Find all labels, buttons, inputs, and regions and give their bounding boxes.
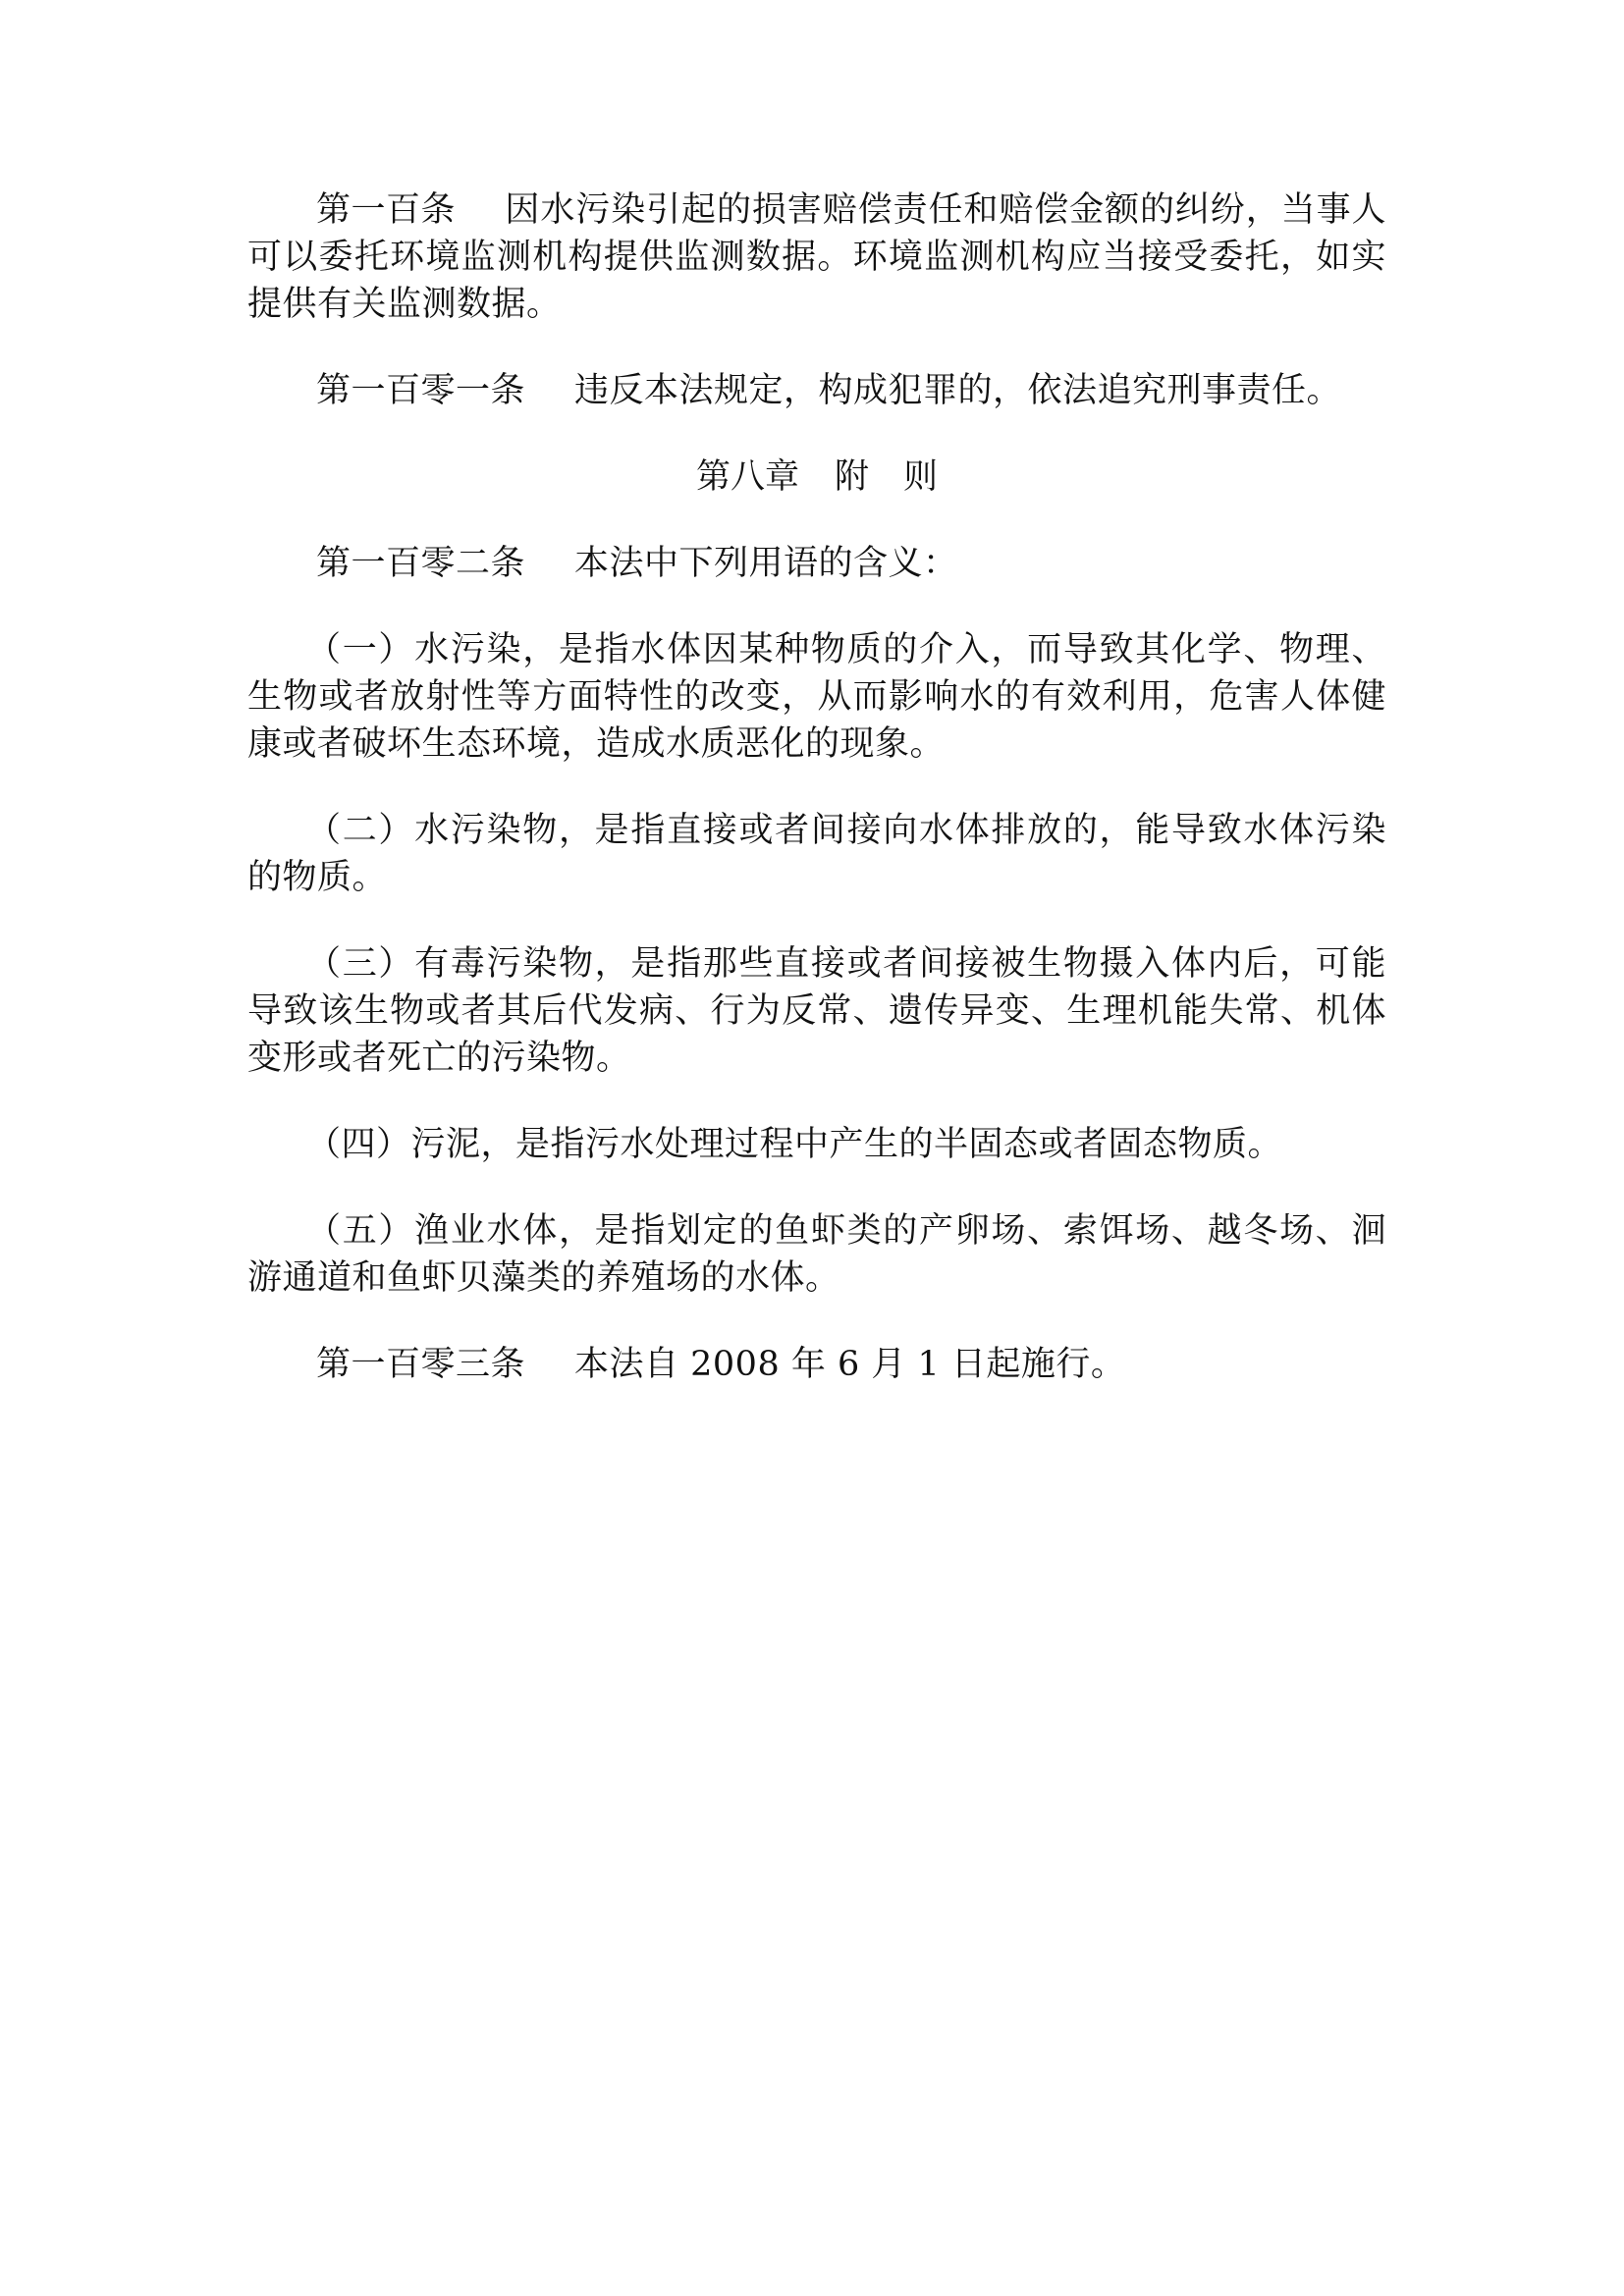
chapter-heading: [247, 454, 1386, 501]
article-text: 本法自 2008 年 6 月 1 日起施行。: [574, 1345, 1126, 1384]
article-number: 第一百零一条: [316, 371, 526, 410]
article-number: 第一百条: [316, 190, 457, 230]
chapter-title: 附 则: [835, 457, 939, 497]
article-102: [247, 540, 1386, 587]
article-number: 第一百零二条: [316, 544, 526, 583]
chapter-number: 第八章: [695, 457, 799, 497]
article-103: [247, 1341, 1386, 1388]
definition-item: （三）有毒污染物，是指那些直接或者间接被生物摄入体内后，可能导致该生物或者其后代发病、行为反常、遗传异变、生理机能失常、机体变形或者死亡的污染物。: [247, 944, 1386, 1078]
document-page: [247, 187, 1386, 1427]
article-text: 因水污染引起的损害赔偿责任和赔偿金额的纠纷，当事人可以委托环境监测机构提供监测数据。环境监测机构应当接受委托，如实提供有关监测数据。: [247, 190, 1386, 324]
article-text: 违反本法规定，构成犯罪的，依法追究刑事责任。: [574, 371, 1342, 410]
article-101: [247, 367, 1386, 414]
definition-item: （四）污泥，是指污水处理过程中产生的半固态或者固态物质。: [306, 1125, 1283, 1164]
definition-item: （五）渔业水体，是指划定的鱼虾类的产卵场、索饵场、越冬场、洄游通道和鱼虾贝藻类的养殖场的水体。: [247, 1211, 1386, 1298]
definition-item: （二）水污染物，是指直接或者间接向水体排放的，能导致水体污染的物质。: [247, 811, 1386, 897]
article-100: [247, 187, 1386, 328]
article-number: 第一百零三条: [316, 1345, 526, 1384]
definition-item: （一）水污染，是指水体因某种物质的介入，而导致其化学、物理、生物或者放射性等方面特性的改变，从而影响水的有效利用，危害人体健康或者破坏生态环境，造成水质恶化的现象。: [247, 630, 1386, 764]
article-text: 本法中下列用语的含义：: [574, 544, 958, 583]
